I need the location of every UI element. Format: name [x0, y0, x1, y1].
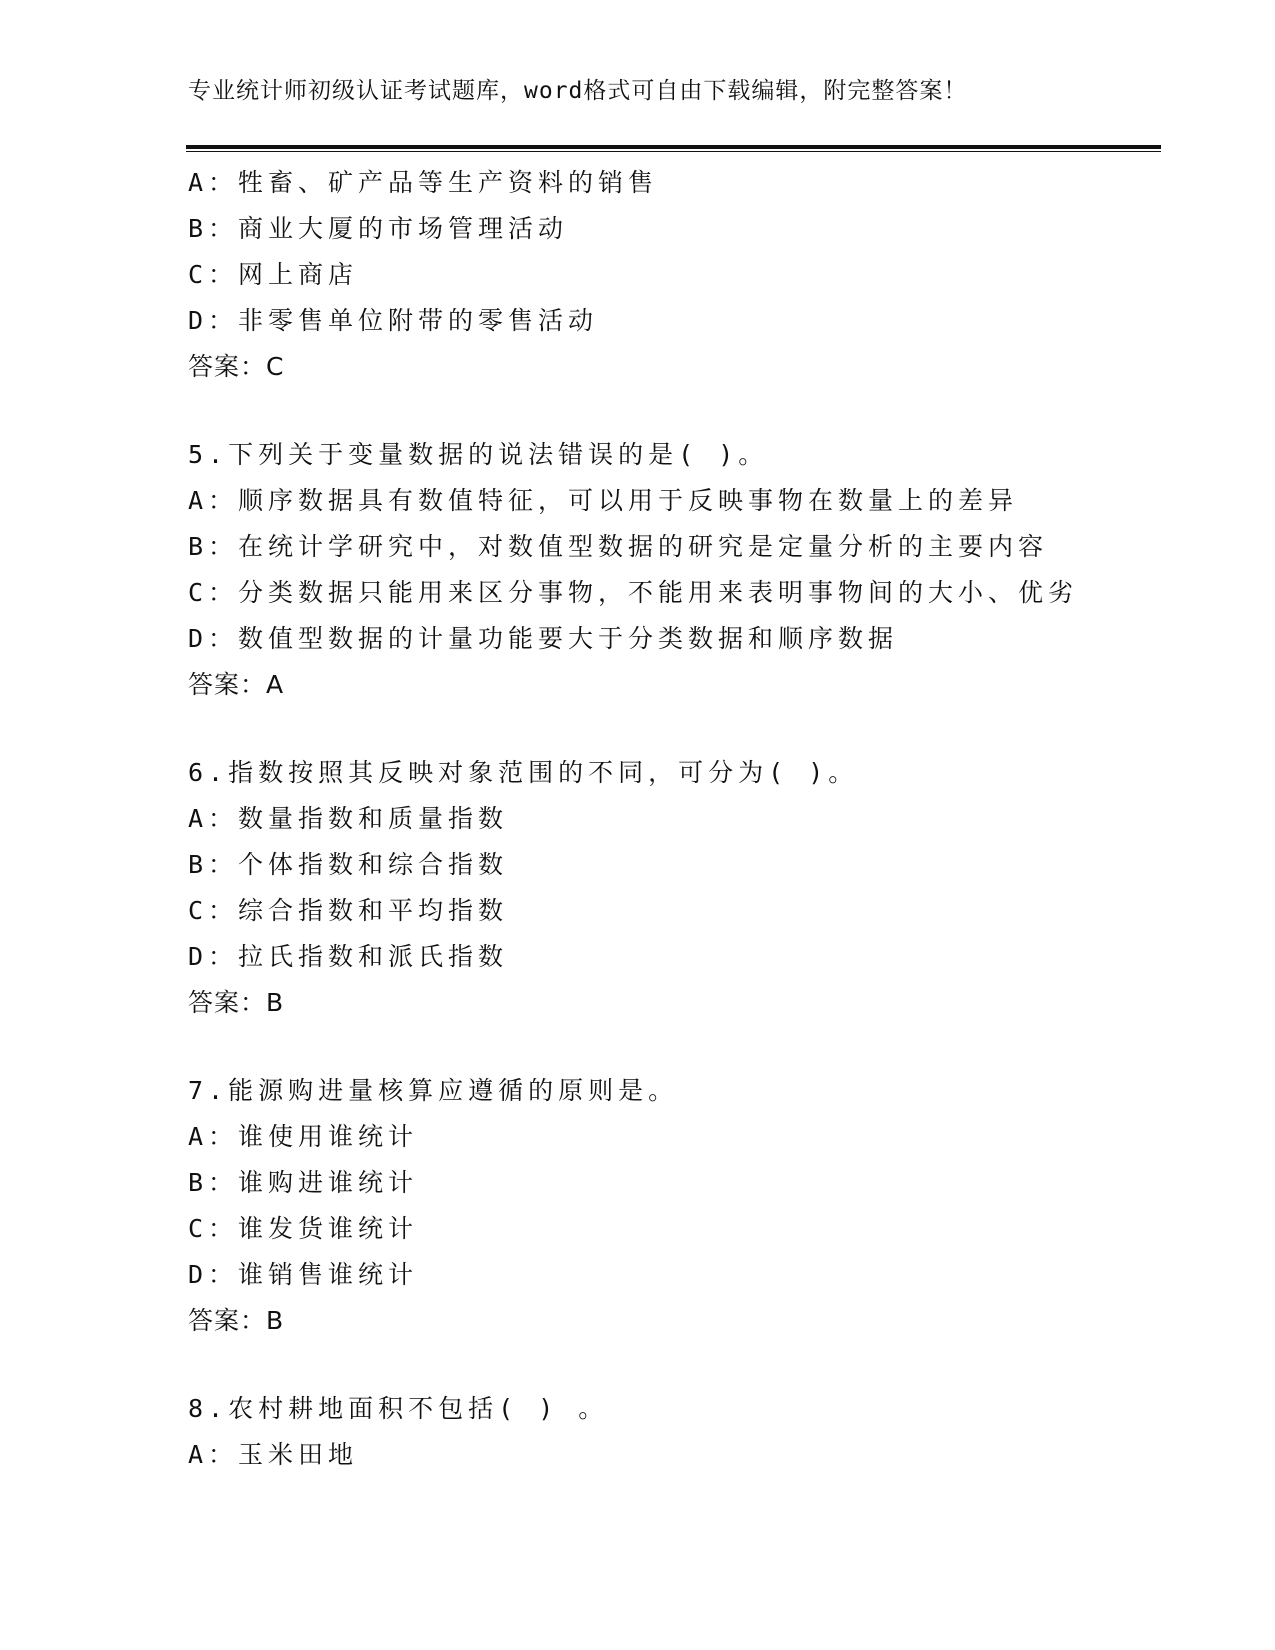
header-rule-thick	[186, 145, 1161, 149]
option-b: B：商业大厦的市场管理活动	[188, 214, 569, 243]
option-c: C：分类数据只能用来区分事物，不能用来表明事物间的大小、优劣	[188, 578, 1079, 607]
question-block	[188, 1068, 1178, 1344]
header-rule-thin	[186, 151, 1161, 152]
option-d: D：拉氏指数和派氏指数	[188, 942, 509, 971]
option-a: A：玉米田地	[188, 1440, 359, 1469]
question-list	[188, 160, 1178, 1478]
option-a: A：谁使用谁统计	[188, 1122, 419, 1151]
answer-line: 答案：A	[188, 670, 285, 699]
question-stem: 5.下列关于变量数据的说法错误的是( )。	[188, 440, 769, 469]
option-b: B：谁购进谁统计	[188, 1168, 419, 1197]
question-block	[188, 432, 1178, 708]
question-stem: 8.农村耕地面积不包括( ) 。	[188, 1394, 609, 1423]
question-block	[188, 1386, 1178, 1478]
option-c: C：网上商店	[188, 260, 359, 289]
option-b: B：在统计学研究中，对数值型数据的研究是定量分析的主要内容	[188, 532, 1049, 561]
option-a: A：数量指数和质量指数	[188, 804, 509, 833]
option-d: D：谁销售谁统计	[188, 1260, 419, 1289]
option-b: B：个体指数和综合指数	[188, 850, 509, 879]
question-block	[188, 750, 1178, 1026]
option-c: C：综合指数和平均指数	[188, 896, 509, 925]
answer-line: 答案：C	[188, 352, 285, 381]
option-a: A：牲畜、矿产品等生产资料的销售	[188, 168, 659, 197]
option-d: D：非零售单位附带的零售活动	[188, 306, 599, 335]
question-stem: 7.能源购进量核算应遵循的原则是。	[188, 1076, 679, 1105]
document-header: 专业统计师初级认证考试题库，word格式可自由下载编辑，附完整答案！	[188, 78, 968, 104]
answer-line: 答案：B	[188, 1306, 285, 1335]
option-d: D：数值型数据的计量功能要大于分类数据和顺序数据	[188, 624, 899, 653]
answer-line: 答案：B	[188, 988, 285, 1017]
question-stem: 6.指数按照其反映对象范围的不同，可分为( )。	[188, 758, 859, 787]
question-block	[188, 160, 1178, 390]
option-a: A：顺序数据具有数值特征，可以用于反映事物在数量上的差异	[188, 486, 1019, 515]
option-c: C：谁发货谁统计	[188, 1214, 419, 1243]
